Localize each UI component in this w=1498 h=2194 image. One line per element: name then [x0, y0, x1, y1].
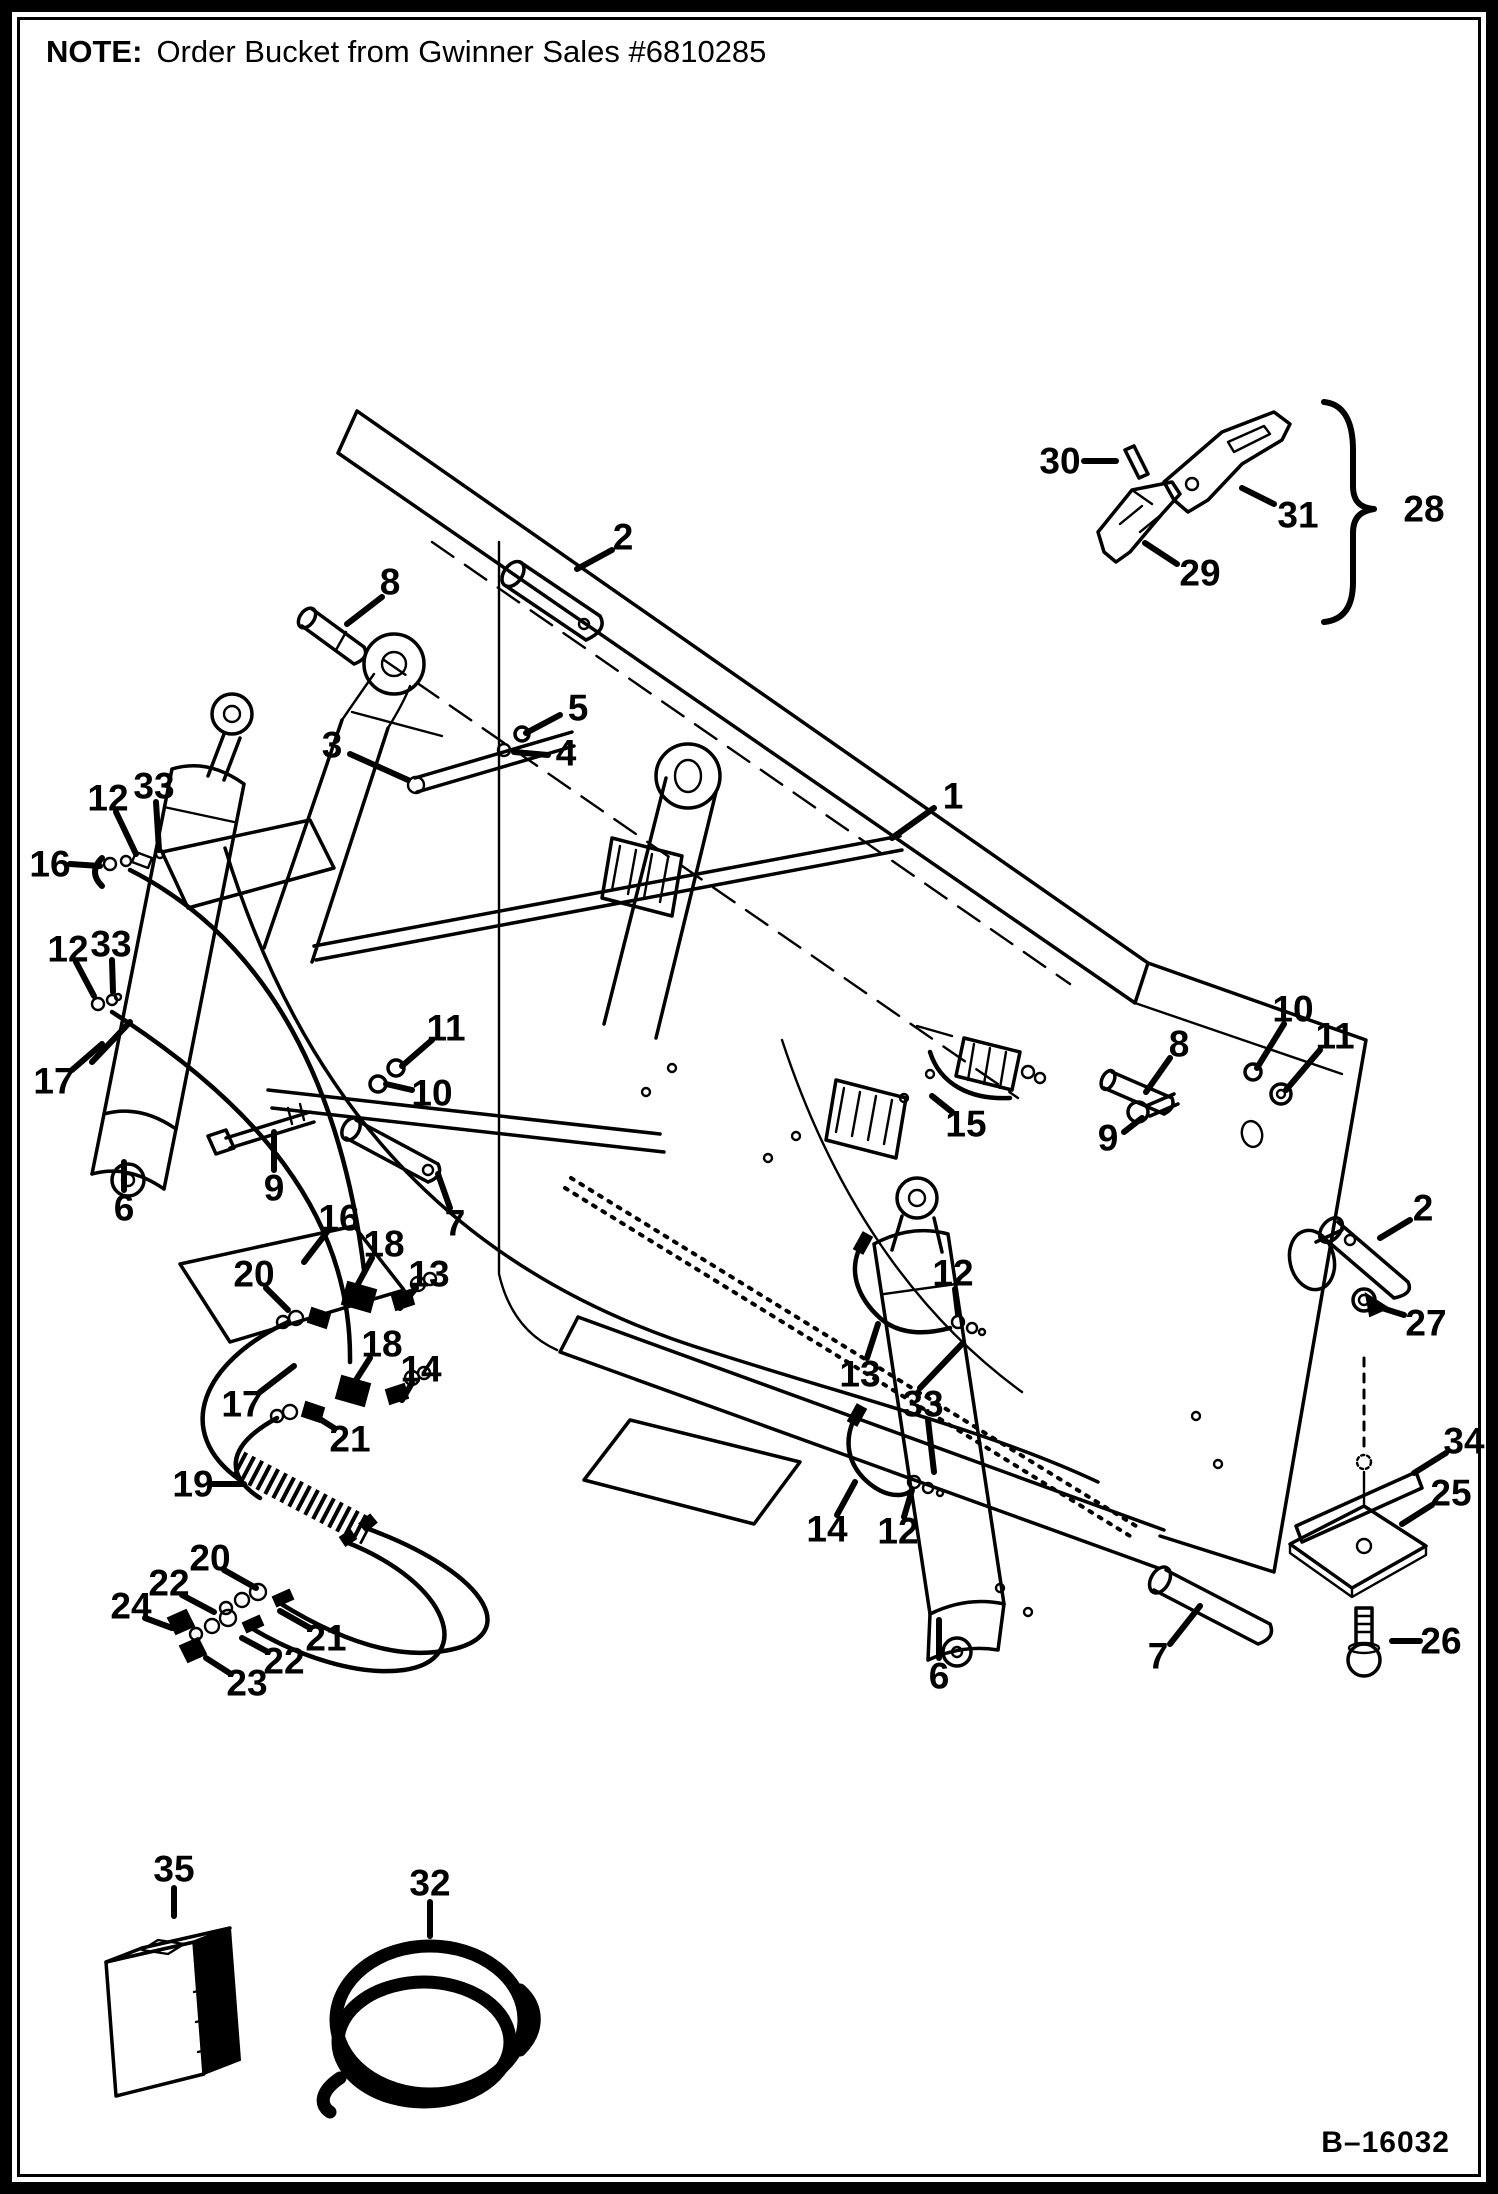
- callout-29: 29: [1179, 552, 1221, 594]
- callout-leader-25: [1402, 1505, 1432, 1524]
- callout-32: 32: [409, 1862, 451, 1904]
- callout-25: 25: [1430, 1472, 1472, 1514]
- callout-13: 13: [408, 1253, 450, 1295]
- cap-23: [180, 1638, 206, 1662]
- rivet-marks: [642, 1064, 1222, 1616]
- callout-18: 18: [363, 1223, 405, 1265]
- bolt-26: [1356, 1608, 1372, 1644]
- callout-33: 33: [133, 765, 175, 807]
- callout-28: 28: [1403, 488, 1445, 530]
- exploded-parts-diagram: [12, 12, 1486, 2182]
- callout-20: 20: [189, 1537, 231, 1579]
- fitting-cluster-12-33-upper-right: [952, 1316, 985, 1335]
- callout-33: 33: [90, 923, 132, 965]
- callout-19: 19: [172, 1463, 214, 1505]
- callout-2: 2: [1412, 1187, 1434, 1229]
- callout-22: 22: [148, 1562, 190, 1604]
- callout-33: 33: [902, 1383, 944, 1425]
- callout-27: 27: [1405, 1302, 1447, 1344]
- callout-10: 10: [1272, 988, 1314, 1030]
- callout-14: 14: [400, 1348, 442, 1390]
- callout-7: 7: [1147, 1635, 1169, 1677]
- callout-34: 34: [1443, 1420, 1485, 1462]
- callout-leader-27: [1382, 1308, 1404, 1315]
- callout-leader-31: [1242, 488, 1274, 504]
- callout-12: 12: [932, 1252, 974, 1294]
- elbow-17-left: [92, 1022, 130, 1062]
- callout-leader-2: [577, 550, 612, 569]
- callout-leader-8: [347, 597, 382, 624]
- elbow-16-left: [95, 858, 102, 886]
- callout-31: 31: [1277, 494, 1319, 536]
- callout-leader-2: [1380, 1220, 1410, 1238]
- callout-leader-29: [1145, 543, 1177, 564]
- callout-35: 35: [153, 1848, 195, 1890]
- callout-14: 14: [806, 1508, 848, 1550]
- callout-9: 9: [1097, 1117, 1119, 1159]
- tee-18-lower: [336, 1376, 370, 1406]
- brace-28: [1324, 402, 1374, 622]
- left-flag-plate: [162, 820, 334, 908]
- drawing-number: B–16032: [1321, 2126, 1450, 2159]
- note-label: NOTE:: [46, 34, 143, 69]
- callout-7: 7: [444, 1202, 466, 1244]
- callout-12: 12: [47, 928, 89, 970]
- callout-11: 11: [1315, 1015, 1355, 1057]
- callout-13: 13: [839, 1353, 881, 1395]
- callout-17: 17: [221, 1383, 263, 1425]
- callout-6: 6: [113, 1187, 135, 1229]
- crossbar-valve-15: [917, 1026, 1045, 1098]
- pin-7-right: [1154, 1570, 1272, 1644]
- callout-26: 26: [1420, 1620, 1462, 1662]
- callout-21: 21: [305, 1617, 347, 1659]
- callout-16: 16: [318, 1197, 360, 1239]
- callout-21: 21: [329, 1418, 371, 1460]
- callout-leader-33: [928, 1420, 934, 1472]
- callout-3: 3: [321, 724, 343, 766]
- callout-leader-10: [386, 1084, 412, 1090]
- pins-and-hardware: [92, 557, 1409, 1644]
- callout-20: 20: [233, 1253, 275, 1295]
- pivot-pin-2-right: [1316, 1222, 1409, 1298]
- callout-leader-16: [70, 864, 100, 866]
- pivot-rod-3: [415, 732, 574, 792]
- callout-leader-33: [112, 960, 113, 992]
- callout-leader-5: [526, 715, 560, 733]
- callouts-layer: [29, 441, 1485, 1937]
- callout-8: 8: [379, 561, 401, 603]
- cutting-edge-group: [1290, 1358, 1426, 1676]
- callout-17: 17: [33, 1060, 75, 1102]
- callout-2: 2: [612, 516, 634, 558]
- callout-15: 15: [945, 1103, 987, 1145]
- callout-16: 16: [29, 843, 71, 885]
- callout-leader-7: [1170, 1606, 1200, 1644]
- callout-12: 12: [877, 1510, 919, 1552]
- callout-leader-17: [260, 1366, 294, 1392]
- note-text: Order Bucket from Gwinner Sales #6810285: [156, 34, 767, 69]
- bottom-flag-plate: [584, 1420, 800, 1524]
- callout-30: 30: [1039, 440, 1081, 482]
- arrowhead-27: [1366, 1294, 1388, 1316]
- callout-23: 23: [226, 1662, 268, 1704]
- callout-leader-4: [514, 752, 548, 755]
- hose-coil-32: [323, 1946, 534, 2112]
- callout-6: 6: [928, 1655, 950, 1697]
- callout-22: 22: [263, 1640, 305, 1682]
- kit-box-35: [106, 1928, 240, 2096]
- callout-12: 12: [87, 777, 129, 819]
- callout-10: 10: [411, 1072, 453, 1114]
- callout-1: 1: [942, 775, 964, 817]
- callout-5: 5: [567, 687, 589, 729]
- callout-leader-34: [1414, 1453, 1446, 1473]
- tooth-kit-inset: [1098, 402, 1374, 622]
- callout-24: 24: [110, 1585, 152, 1627]
- callout-leader-1: [892, 808, 934, 838]
- callout-8: 8: [1168, 1023, 1190, 1065]
- callout-4: 4: [555, 732, 577, 774]
- callout-18: 18: [361, 1323, 403, 1365]
- callout-9: 9: [263, 1167, 285, 1209]
- callout-leader-33: [156, 802, 159, 850]
- callout-11: 11: [426, 1007, 466, 1049]
- callout-leader-33: [920, 1344, 962, 1388]
- callout-leader-8: [1146, 1058, 1170, 1092]
